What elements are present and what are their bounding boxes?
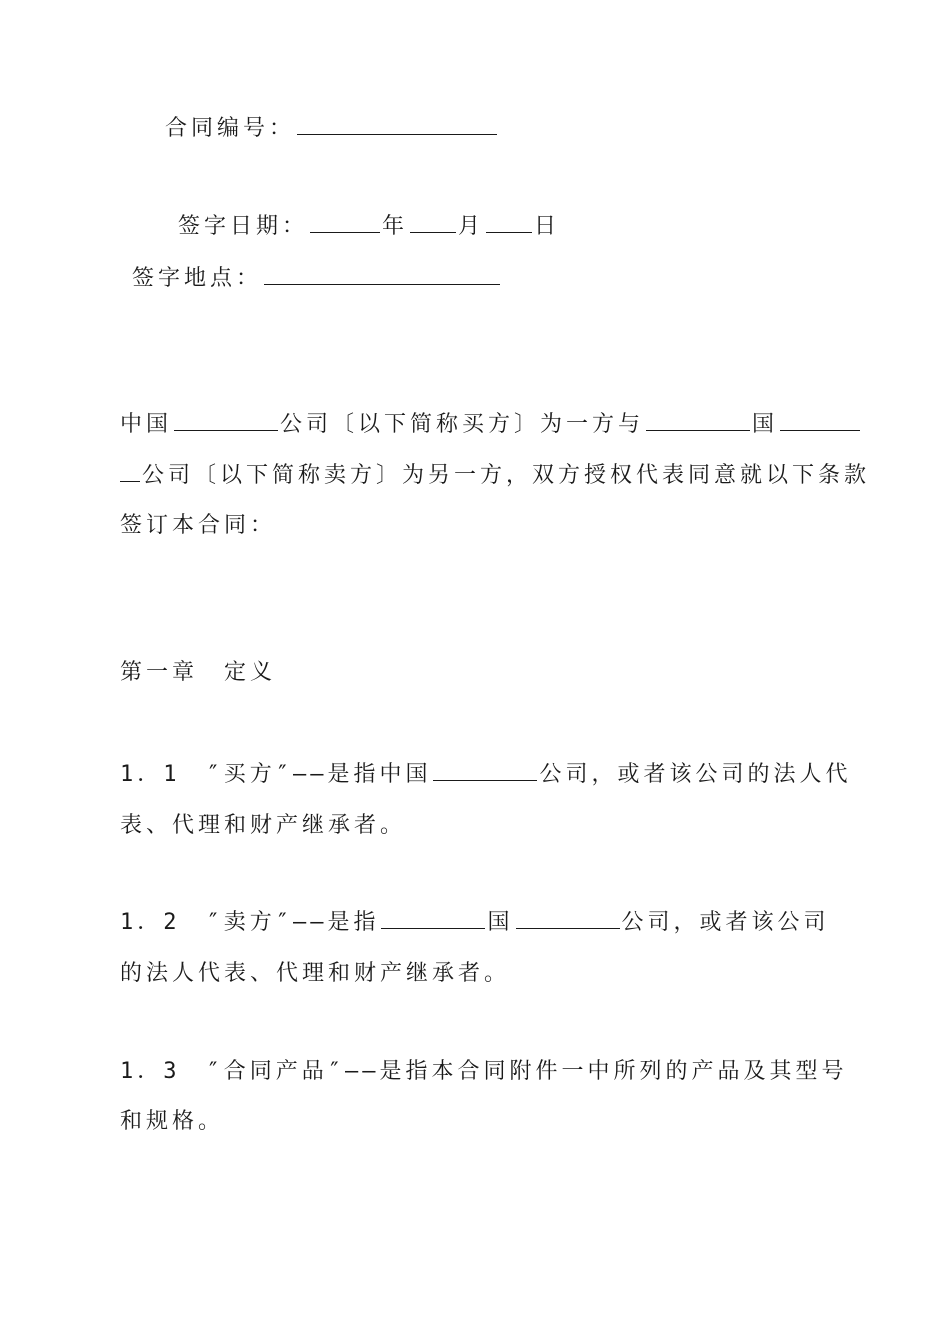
chapter-1-title: 第一章 定义 [120, 660, 277, 685]
seller-country-blank[interactable] [646, 410, 750, 431]
sign-day-blank[interactable] [486, 212, 532, 233]
preamble-line-2 [120, 461, 870, 490]
seller-company-blank[interactable] [780, 410, 860, 431]
preamble-text: 中国 [120, 412, 173, 437]
clause-1-1-line-2: 表、代理和财产继承者。 [120, 813, 407, 838]
clause-1-1-line-1 [120, 760, 852, 789]
year-label: 年 [382, 214, 409, 239]
contract-number-blank[interactable] [297, 114, 497, 135]
seller-company-blank-cont[interactable] [120, 461, 140, 482]
contract-number-label: 合同编号： [165, 116, 296, 141]
sign-place-line [132, 264, 502, 293]
contract-number-line [165, 114, 499, 143]
day-label: 日 [534, 214, 561, 239]
sign-date-label: 签字日期： [178, 214, 309, 239]
sign-date-line [178, 212, 560, 241]
preamble-text: 公司〔以下简称买方〕为一方与 [280, 412, 645, 437]
clause-text: 国 [487, 910, 514, 935]
month-label: 月 [458, 214, 485, 239]
clause-text: 公司，或者该公司 [621, 910, 830, 935]
clause-1-2-line-1 [120, 908, 830, 937]
clause-1-3-line-1: 1．3 ″合同产品″——是指本合同附件一中所列的产品及其型号 [120, 1059, 848, 1084]
clause-1-2-line-2: 的法人代表、代理和财产继承者。 [120, 961, 511, 986]
sign-place-label: 签字地点： [132, 266, 263, 291]
sign-month-blank[interactable] [410, 212, 456, 233]
buyer-company-blank[interactable] [174, 410, 278, 431]
preamble-text: 公司〔以下简称卖方〕为另一方，双方授权代表同意就以下条款 [142, 463, 871, 488]
clause-1-3-line-2: 和规格。 [120, 1109, 225, 1134]
seller-company-blank-2[interactable] [516, 908, 620, 929]
buyer-company-blank-2[interactable] [433, 760, 537, 781]
sign-place-blank[interactable] [264, 264, 500, 285]
clause-text: 公司，或者该公司的法人代 [539, 762, 852, 787]
preamble-line-3: 签订本合同： [120, 513, 277, 538]
sign-year-blank[interactable] [310, 212, 380, 233]
clause-text: 1．1 ″买方″——是指中国 [120, 762, 432, 787]
seller-country-blank-2[interactable] [381, 908, 485, 929]
preamble-line-1 [120, 410, 862, 439]
preamble-text: 国 [752, 412, 779, 437]
clause-text: 1．2 ″卖方″——是指 [120, 910, 380, 935]
